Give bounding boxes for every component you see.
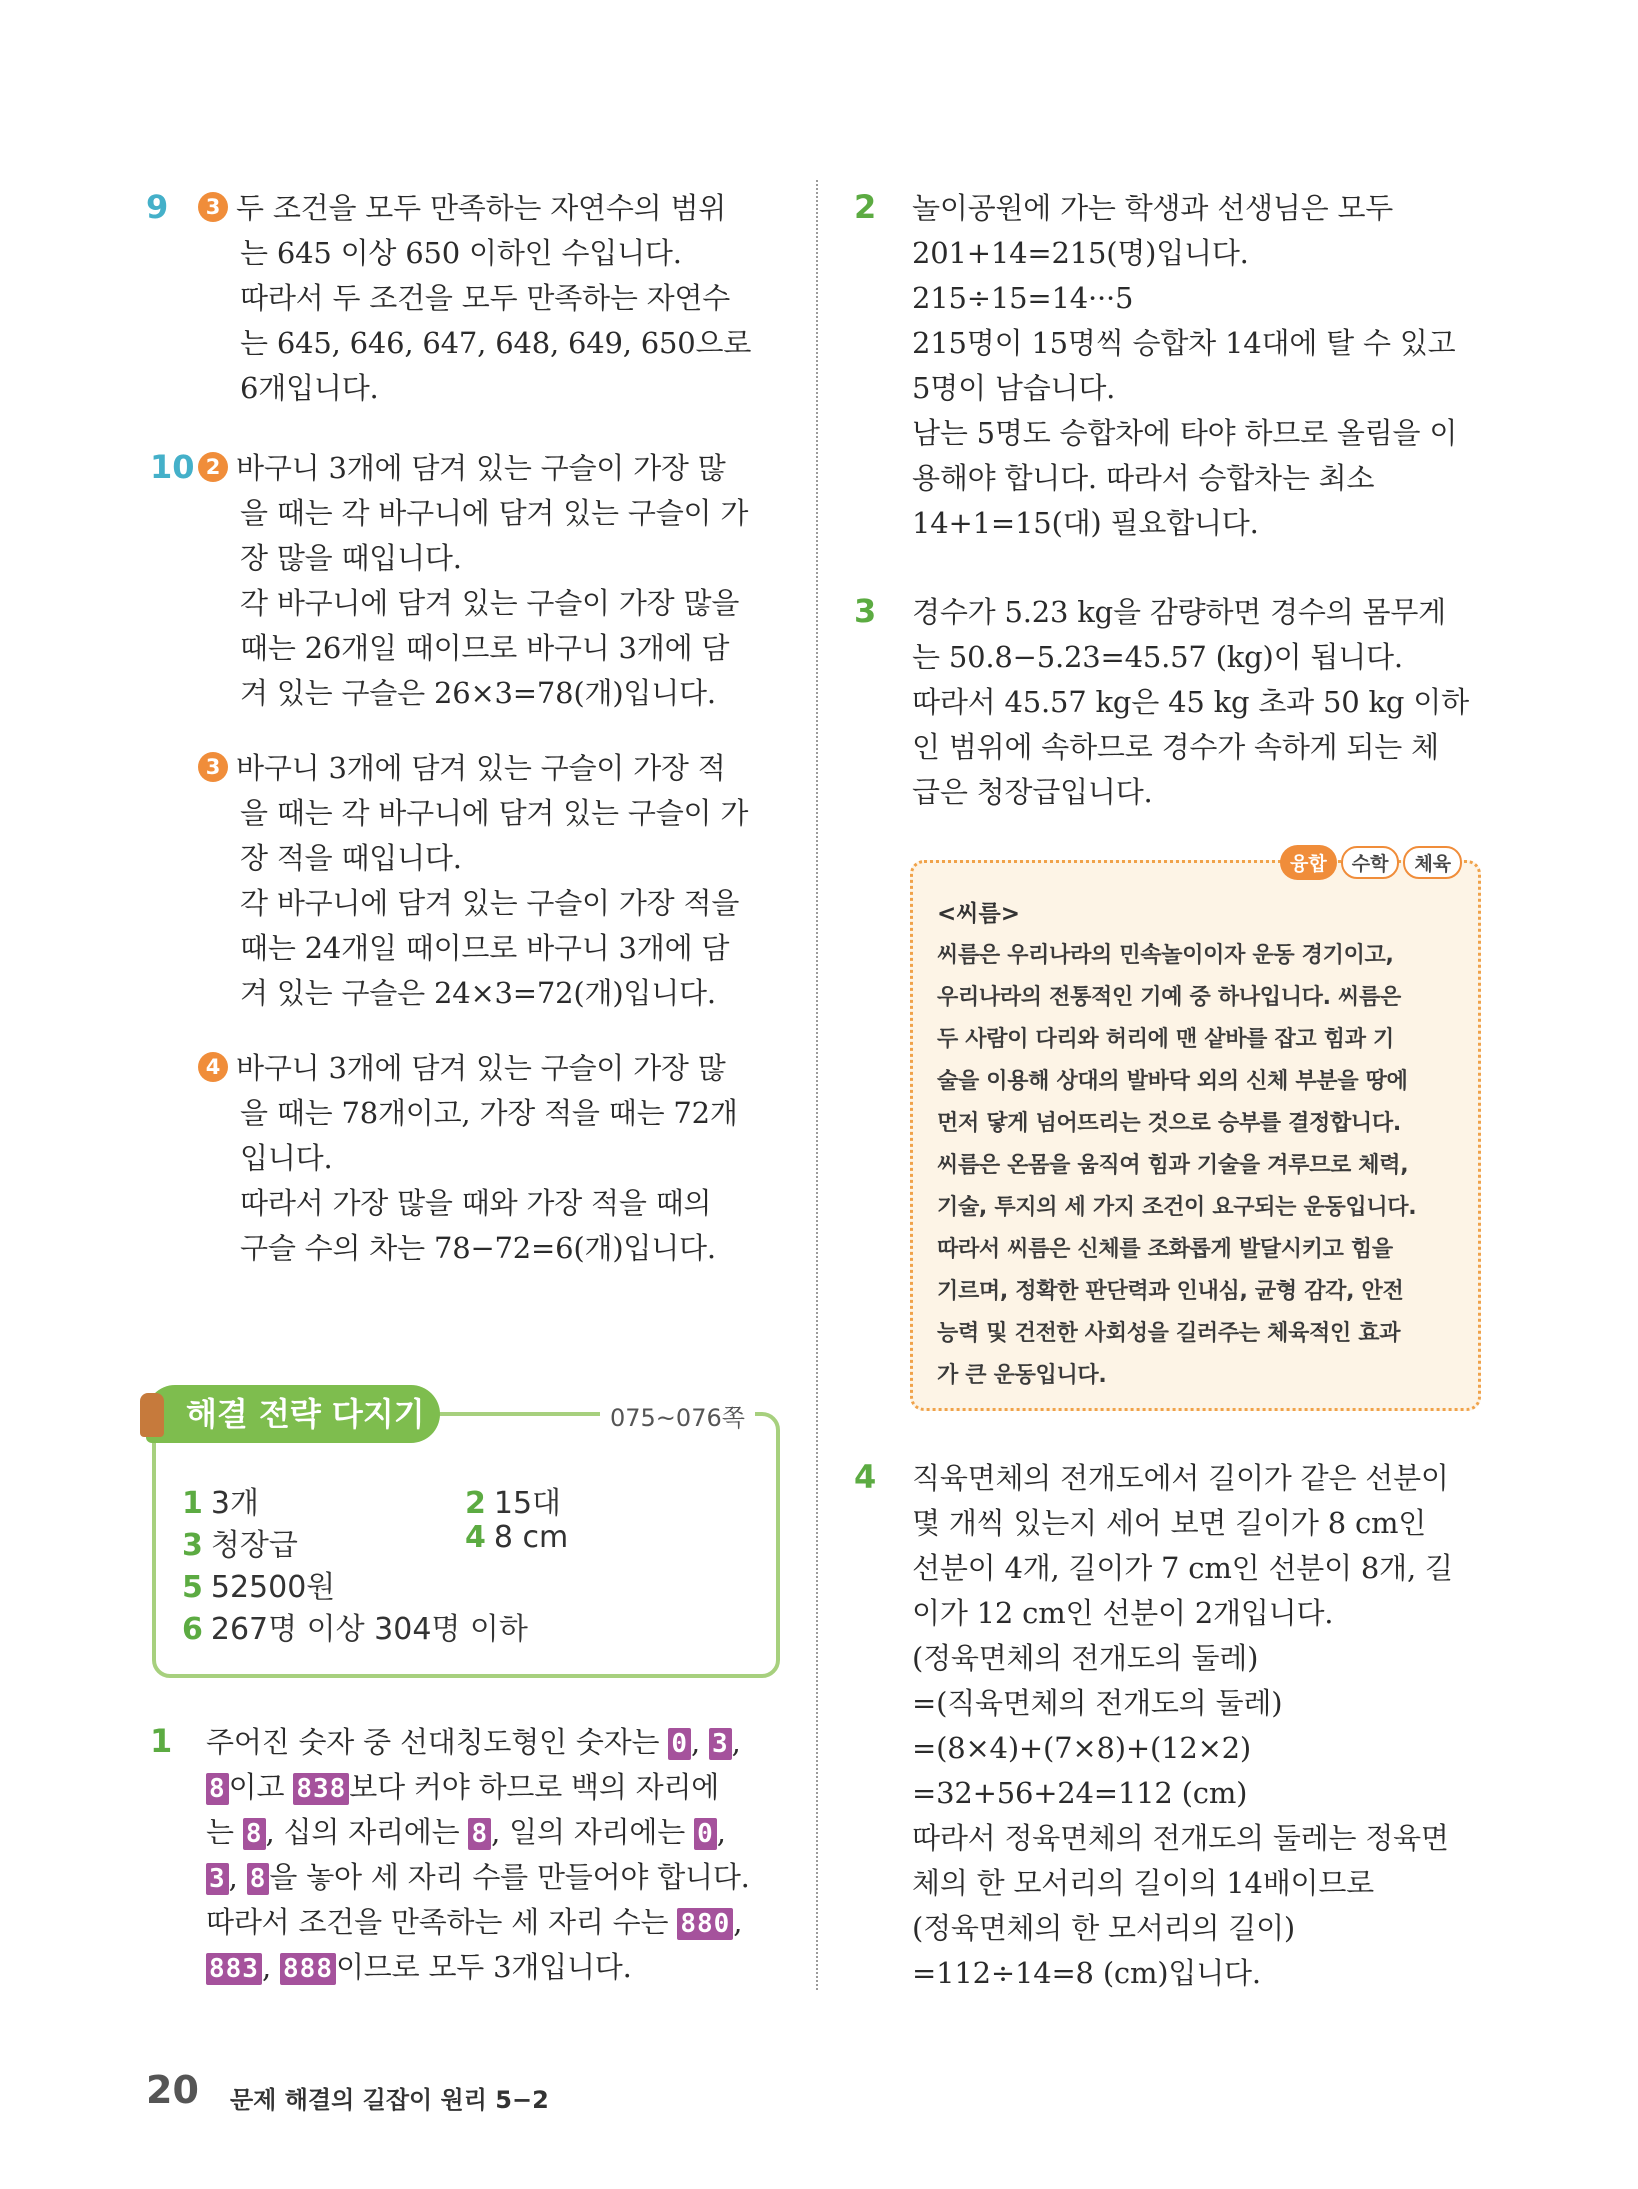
seven-seg-digit: 8 [206, 1773, 229, 1805]
text-line: 직육면체의 전개도에서 길이가 같은 선분이 [912, 1461, 1449, 1495]
answer-item: 3 청장급 [182, 1528, 298, 1563]
text-line: 883 , 888 이므로 모두 3개입니다. [206, 1945, 750, 1990]
problem-number: 4 [854, 1458, 877, 1496]
column-divider [816, 180, 818, 1990]
text-line: 3 , 8 을 놓아 세 자리 수를 만들어야 합니다. [206, 1855, 750, 1900]
text-line: 각 바구니에 담겨 있는 구슬이 가장 많을 [240, 586, 740, 620]
text-line: 따라서 정육면체의 전개도의 둘레는 정육면 [912, 1821, 1449, 1855]
text-line: 각 바구니에 담겨 있는 구슬이 가장 적을 [240, 886, 740, 920]
page-number: 20 [146, 2068, 199, 2112]
text-line: 14+1=15(대) 필요합니다. [912, 506, 1259, 540]
subject-tags [1280, 845, 1462, 880]
text-line: =(직육면체의 전개도의 둘레) [912, 1686, 1283, 1720]
seven-seg-digit: 8 [468, 1818, 491, 1850]
info-line: 술을 이용해 상대의 발바닥 외의 신체 부분을 땅에 [937, 1069, 1408, 1094]
info-line: 씨름은 우리나라의 민속놀이이자 운동 경기이고, [937, 943, 1394, 968]
text-line: 따라서 가장 많을 때와 가장 적을 때의 [240, 1186, 712, 1220]
info-line: 능력 및 건전한 사회성을 길러주는 체육적인 효과 [937, 1321, 1401, 1346]
problem-number: 10 [150, 448, 195, 486]
text-line: 경수가 5.23 kg을 감량하면 경수의 몸무게 [912, 595, 1446, 629]
page-range: 075~076쪽 [600, 1398, 755, 1433]
info-box-ssireum [910, 860, 1481, 1411]
text-line: 체의 한 모서리의 길이의 14배이므로 [912, 1866, 1374, 1900]
info-line: 씨름은 온몸을 움직여 힘과 기술을 겨루므로 체력, [937, 1153, 1409, 1178]
info-line: 따라서 씨름은 신체를 조화롭게 발달시키고 힘을 [937, 1237, 1393, 1262]
step-badge: 4 [198, 1052, 228, 1082]
seven-seg-number: 888 [280, 1953, 336, 1985]
text-line: 따라서 두 조건을 모두 만족하는 자연수 [240, 281, 731, 315]
step-badge: 2 [198, 452, 228, 482]
text-line: 주어진 숫자 중 선대칭도형인 숫자는 0 , 3 , [206, 1725, 741, 1759]
text-line: 는 50.8−5.23=45.57 (kg)이 됩니다. [912, 640, 1403, 674]
text-line: 용해야 합니다. 따라서 승합차는 최소 [912, 461, 1375, 495]
step-badge: 3 [198, 752, 228, 782]
answer-item: 6 267명 이상 304명 이하 [182, 1612, 528, 1647]
tab-hook-icon [140, 1393, 164, 1437]
text-line: 5명이 남습니다. [912, 371, 1116, 405]
info-line: 가 큰 운동입니다. [937, 1363, 1107, 1388]
text-line: 때는 26개일 때이므로 바구니 3개에 담 [240, 631, 730, 665]
text-line: 을 때는 각 바구니에 담겨 있는 구슬이 가 [240, 496, 749, 530]
text-line: 는 645 이상 650 이하인 수입니다. [240, 236, 682, 270]
seven-seg-digit: 3 [709, 1728, 732, 1760]
problem-number: 9 [146, 188, 169, 226]
tag-math: 수학 [1341, 846, 1400, 879]
step-4: 4 바구니 3개에 담겨 있는 구슬이 가장 많 을 때는 78개이고, 가장 적을 때는 72개 입니다. 따라서 가장 많을 때와 가장 적을 때의 구슬 수의 차는 78−72=6(개)입니다. [198, 1046, 738, 1271]
text-line: =(8×4)+(7×8)+(12×2) [912, 1731, 1252, 1765]
text-line: =32+56+24=112 (cm) [912, 1776, 1248, 1810]
answer-item: 4 8 cm [465, 1520, 569, 1555]
text-line: 놀이공원에 가는 학생과 선생님은 모두 [912, 191, 1394, 225]
text-line: 겨 있는 구슬은 26×3=78(개)입니다. [240, 676, 716, 710]
problem-number: 3 [854, 592, 877, 630]
text-line: 장 적을 때입니다. [240, 841, 462, 875]
text-line: 201+14=215(명)입니다. [912, 236, 1249, 270]
seven-seg-digit: 8 [247, 1863, 270, 1895]
book-title: 문제 해결의 길잡이 원리 5−2 [230, 2086, 549, 2114]
text-line: 215명이 15명씩 승합차 14대에 탈 수 있고 [912, 326, 1456, 360]
info-line: 기르며, 정확한 판단력과 인내심, 균형 감각, 안전 [937, 1279, 1404, 1304]
step-2: 2 바구니 3개에 담겨 있는 구슬이 가장 많 을 때는 각 바구니에 담겨 있는 구슬이 가 장 많을 때입니다. 각 바구니에 담겨 있는 구슬이 가장 많을 때는 26개일 때이므로 바구니 3개에 담 겨 있는 구슬은 26×3=78(개)입니다. [198, 446, 748, 716]
text-line: (정육면체의 전개도의 둘레) [912, 1641, 1259, 1675]
step-badge: 3 [198, 192, 228, 222]
info-title: <씨름> [937, 901, 1020, 927]
text-line: (정육면체의 한 모서리의 길이) [912, 1911, 1296, 1945]
info-line: 우리나라의 전통적인 기예 중 하나입니다. 씨름은 [937, 985, 1401, 1010]
text-line: 을 때는 78개이고, 가장 적을 때는 72개 [240, 1096, 738, 1130]
text-line: =112÷14=8 (cm)입니다. [912, 1956, 1261, 1990]
text-line: 는 645, 646, 647, 648, 649, 650으로 [240, 326, 752, 360]
answer-item: 2 15대 [465, 1486, 562, 1521]
text-line: 이가 12 cm인 선분이 2개입니다. [912, 1596, 1334, 1630]
text-line: 215÷15=14···5 [912, 281, 1134, 315]
seven-seg-digit: 0 [694, 1818, 717, 1850]
answer-item: 5 52500원 [182, 1570, 336, 1605]
answer-item: 1 3개 [182, 1486, 259, 1521]
step-3: 3 바구니 3개에 담겨 있는 구슬이 가장 적 을 때는 각 바구니에 담겨 있는 구슬이 가 장 적을 때입니다. 각 바구니에 담겨 있는 구슬이 가장 적을 때는 24개일 때이므로 바구니 3개에 담 겨 있는 구슬은 24×3=72(개)입니다. [198, 746, 748, 1016]
text-line: 따라서 조건을 만족하는 세 자리 수는 880 , [206, 1905, 743, 1939]
seven-seg-number: 880 [677, 1908, 733, 1940]
text-line: 8 이고 838 보다 커야 하므로 백의 자리에 [206, 1765, 750, 1810]
text-line: 을 때는 각 바구니에 담겨 있는 구슬이 가 [240, 796, 749, 830]
text-line: 남는 5명도 승합차에 타야 하므로 올림을 이 [912, 416, 1458, 450]
strategy-title: 해결 전략 다지기 [146, 1385, 440, 1443]
seven-seg-digit: 0 [668, 1728, 691, 1760]
info-line: 두 사람이 다리와 허리에 맨 샅바를 잡고 힘과 기 [937, 1027, 1394, 1052]
text-line: 겨 있는 구슬은 24×3=72(개)입니다. [240, 976, 716, 1010]
text-line: 급은 청장급입니다. [912, 775, 1153, 809]
text-line: 6개입니다. [240, 371, 379, 405]
tag-convergence: 융합 [1280, 845, 1337, 880]
seven-seg-number: 838 [293, 1773, 349, 1805]
info-line: 기술, 투지의 세 가지 조건이 요구되는 운동입니다. [937, 1195, 1417, 1220]
info-line: 먼저 닿게 넘어뜨리는 것으로 승부를 결정합니다. [937, 1111, 1401, 1136]
text-line: 따라서 45.57 kg은 45 kg 초과 50 kg 이하 [912, 685, 1469, 719]
text-line: 때는 24개일 때이므로 바구니 3개에 담 [240, 931, 730, 965]
seven-seg-digit: 3 [206, 1863, 229, 1895]
text-line: 3 두 조건을 모두 만족하는 자연수의 범위 [198, 186, 751, 231]
text-line: 선분이 4개, 길이가 7 cm인 선분이 8개, 길 [912, 1551, 1453, 1585]
seven-seg-digit: 8 [243, 1818, 266, 1850]
problem-number: 2 [854, 188, 877, 226]
seven-seg-number: 883 [206, 1953, 262, 1985]
text-line: 입니다. [240, 1141, 333, 1175]
text-line: 장 많을 때입니다. [240, 541, 462, 575]
text-line: 는 8 , 십의 자리에는 8 , 일의 자리에는 0 , [206, 1815, 726, 1849]
tag-pe: 체육 [1403, 846, 1462, 879]
problem-number: 1 [150, 1722, 173, 1760]
text-line: 인 범위에 속하므로 경수가 속하게 되는 체 [912, 730, 1439, 764]
text-line: 몇 개씩 있는지 세어 보면 길이가 8 cm인 [912, 1506, 1427, 1540]
text-line: 구슬 수의 차는 78−72=6(개)입니다. [240, 1231, 716, 1265]
